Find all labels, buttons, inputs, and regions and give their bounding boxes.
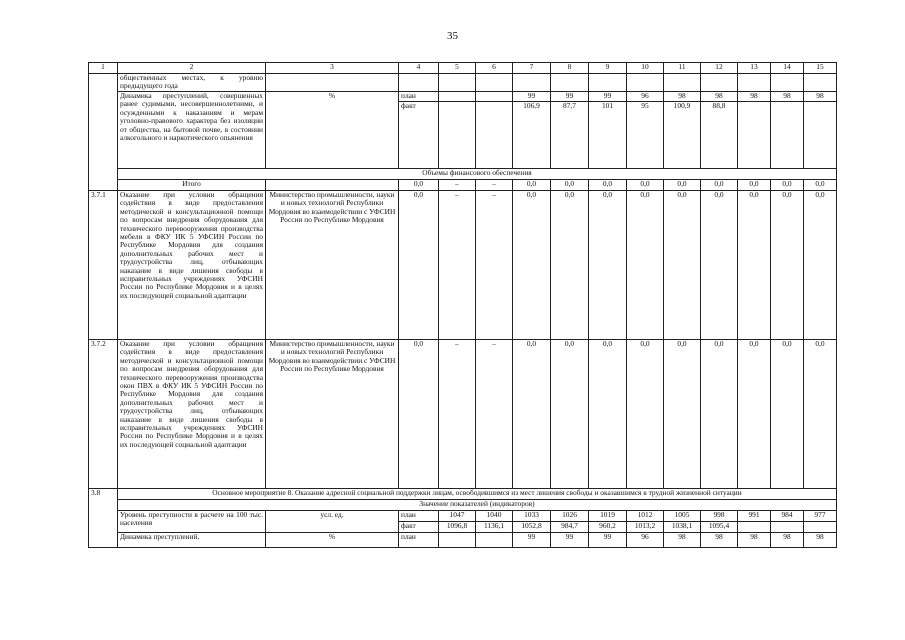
value-cell: 0,0 (701, 191, 738, 340)
value-cell: 1005 (664, 511, 701, 522)
value-cell: 87,7 (551, 102, 589, 169)
value-cell: 96 (627, 92, 664, 102)
value-cell: 98 (804, 92, 837, 102)
value-cell: 100,9 (664, 102, 701, 169)
table-row (89, 92, 837, 102)
table-row (89, 191, 837, 340)
plan-label: план (399, 511, 439, 522)
indicator-description: Уровень преступности в расчете на 100 тыс. населения (118, 511, 266, 533)
value-cell: 0,0 (589, 180, 627, 191)
value-cell: 1136,1 (476, 522, 513, 533)
value-cell (439, 102, 476, 169)
plan-label: план (399, 92, 439, 102)
value-cell: 0,0 (771, 191, 804, 340)
value-cell: 98 (664, 92, 701, 102)
header-cell: 8 (551, 63, 589, 74)
table-row (89, 180, 837, 191)
value-cell: 0,0 (513, 191, 551, 340)
table-row (89, 511, 837, 522)
header-cell: 3 (266, 63, 399, 74)
value-cell: – (476, 191, 513, 340)
value-cell (804, 102, 837, 169)
value-cell: 991 (738, 511, 771, 522)
value-cell (439, 92, 476, 102)
header-cell: 11 (664, 63, 701, 74)
table-row (89, 74, 837, 92)
value-cell (771, 522, 804, 533)
indicator-description: Динамика преступлений, совершенных ранее судимыми, несовершеннолетними, и осужденными к наказаниям и мерам уголовно-правового характера без изоляции от общества, на бытовой почве, в состоянии алкогольного и наркотического опьянения (118, 92, 266, 169)
header-cell: 10 (627, 63, 664, 74)
value-cell: 1040 (476, 511, 513, 522)
value-cell: 88,8 (701, 102, 738, 169)
value-cell: 0,0 (664, 180, 701, 191)
value-cell: 0,0 (399, 340, 439, 489)
value-cell: 1026 (551, 511, 589, 522)
value-cell: 99 (513, 92, 551, 102)
unit-cell: % (266, 92, 399, 169)
section-header: Значение показателей (индикаторов) (118, 500, 837, 511)
unit-cell: % (266, 533, 399, 548)
value-cell: 1038,1 (664, 522, 701, 533)
table-row (89, 169, 837, 180)
indicator-description: Динамика преступлений, (118, 533, 266, 548)
executor-cell: Министерство промышленности, науки и новых технологий Республики Мордовия во взаимодействии с УФСИН России по Республике Мордовия (266, 191, 399, 340)
value-cell: 0,0 (589, 340, 627, 489)
value-cell: 99 (551, 92, 589, 102)
value-cell: 998 (701, 511, 738, 522)
section-header: Объемы финансового обеспечения (118, 169, 837, 180)
header-cell: 1 (89, 63, 118, 74)
value-cell: 1096,8 (439, 522, 476, 533)
row-number: 3.7.1 (89, 191, 118, 340)
value-cell: 0,0 (551, 180, 589, 191)
value-cell: 1013,2 (627, 522, 664, 533)
header-cell: 6 (476, 63, 513, 74)
value-cell: 0,0 (738, 180, 771, 191)
value-cell: 98 (738, 533, 771, 548)
value-cell: 1047 (439, 511, 476, 522)
indicator-description: общественных местах, к уровню предыдущего года (118, 74, 266, 92)
main-activity-title: Основное мероприятие 8. Оказание адресной социальной поддержки лицам, освободившимся из мест лишения свободы и оказавшимся в трудной жизненной ситуации (118, 489, 837, 500)
value-cell: 0,0 (627, 340, 664, 489)
value-cell (476, 533, 513, 548)
value-cell (804, 522, 837, 533)
value-cell: 0,0 (399, 191, 439, 340)
header-cell: 15 (804, 63, 837, 74)
value-cell: 95 (627, 102, 664, 169)
value-cell: 0,0 (589, 191, 627, 340)
value-cell: 0,0 (513, 180, 551, 191)
value-cell: 99 (513, 533, 551, 548)
value-cell (476, 102, 513, 169)
value-cell: 0,0 (664, 340, 701, 489)
value-cell: 101 (589, 102, 627, 169)
value-cell: 98 (738, 92, 771, 102)
value-cell: 98 (664, 533, 701, 548)
value-cell: 99 (589, 92, 627, 102)
value-cell (771, 102, 804, 169)
header-cell: 14 (771, 63, 804, 74)
value-cell: 0,0 (771, 180, 804, 191)
row-number: 3.8 (89, 489, 118, 548)
header-cell: 4 (399, 63, 439, 74)
value-cell: 99 (589, 533, 627, 548)
value-cell: 98 (804, 533, 837, 548)
value-cell: 1095,4 (701, 522, 738, 533)
value-cell: – (476, 180, 513, 191)
value-cell: 0,0 (738, 340, 771, 489)
value-cell (439, 533, 476, 548)
value-cell: – (439, 340, 476, 489)
table-row (89, 533, 837, 548)
value-cell: 98 (771, 92, 804, 102)
fact-label: факт (399, 102, 439, 169)
value-cell: 0,0 (804, 340, 837, 489)
value-cell: – (476, 340, 513, 489)
value-cell: 0,0 (627, 180, 664, 191)
value-cell: 98 (771, 533, 804, 548)
header-cell: 2 (118, 63, 266, 74)
value-cell: 0,0 (738, 191, 771, 340)
value-cell: 106,9 (513, 102, 551, 169)
value-cell: 98 (701, 533, 738, 548)
value-cell: 1019 (589, 511, 627, 522)
unit-cell: усл. ед. (266, 511, 399, 533)
header-cell: 5 (439, 63, 476, 74)
program-table (88, 62, 837, 548)
activity-description: Оказание при условии обращения содействия в виде предоставления методической и консультационной помощи по вопросам внедрения оборудования для технического перевооружения производства мебели в ФКУ ИК 5 УФСИН России по Республике Мордовия для создания дополнительных рабочих мест и трудоустройства лиц, отбывающих наказание в виде лишения свободы в исправительных учреждениях УФСИН России по Республике Мордовия и в целях их последующей социальной адаптации (118, 191, 266, 340)
total-label: Итого (118, 180, 266, 191)
value-cell: 1052,8 (513, 522, 551, 533)
value-cell: 96 (627, 533, 664, 548)
value-cell: 0,0 (627, 191, 664, 340)
value-cell: 977 (804, 511, 837, 522)
value-cell: 984,7 (551, 522, 589, 533)
value-cell: 0,0 (551, 191, 589, 340)
header-cell: 7 (513, 63, 551, 74)
value-cell: 0,0 (804, 180, 837, 191)
executor-cell: Министерство промышленности, науки и новых технологий Республики Мордовия во взаимодействии с УФСИН России по Республике Мордовия (266, 340, 399, 489)
value-cell (738, 102, 771, 169)
value-cell: 0,0 (399, 180, 439, 191)
table-row (89, 489, 837, 500)
value-cell (476, 92, 513, 102)
value-cell: 98 (701, 92, 738, 102)
value-cell: – (439, 180, 476, 191)
value-cell: 0,0 (771, 340, 804, 489)
row-number-cell (89, 74, 118, 191)
value-cell: 0,0 (664, 191, 701, 340)
value-cell: 1033 (513, 511, 551, 522)
header-cell: 12 (701, 63, 738, 74)
value-cell: 1012 (627, 511, 664, 522)
value-cell: 0,0 (701, 180, 738, 191)
value-cell: 960,2 (589, 522, 627, 533)
activity-description: Оказание при условии обращения содействия в виде предоставления методической и консультационной помощи по вопросам внедрения оборудования для технического перевооружения производства окон ПВХ в ФКУ ИК 5 УФСИН России по Республике Мордовия для создания дополнительных рабочих мест и трудоустройства лиц, отбывающих наказание в виде лишения свободы в исправительных учреждениях УФСИН России по Республике Мордовия и в целях их последующей социальной адаптации (118, 340, 266, 489)
value-cell: 0,0 (513, 340, 551, 489)
table-row (89, 500, 837, 511)
page-number: 35 (447, 30, 458, 42)
value-cell: 0,0 (804, 191, 837, 340)
fact-label: факт (399, 522, 439, 533)
value-cell: 984 (771, 511, 804, 522)
value-cell: 0,0 (701, 340, 738, 489)
row-number: 3.7.2 (89, 340, 118, 489)
header-row (89, 63, 837, 74)
header-cell: 9 (589, 63, 627, 74)
value-cell: 0,0 (551, 340, 589, 489)
plan-label: план (399, 533, 439, 548)
header-cell: 13 (738, 63, 771, 74)
value-cell (738, 522, 771, 533)
table-row (89, 340, 837, 489)
value-cell: – (439, 191, 476, 340)
value-cell: 99 (551, 533, 589, 548)
